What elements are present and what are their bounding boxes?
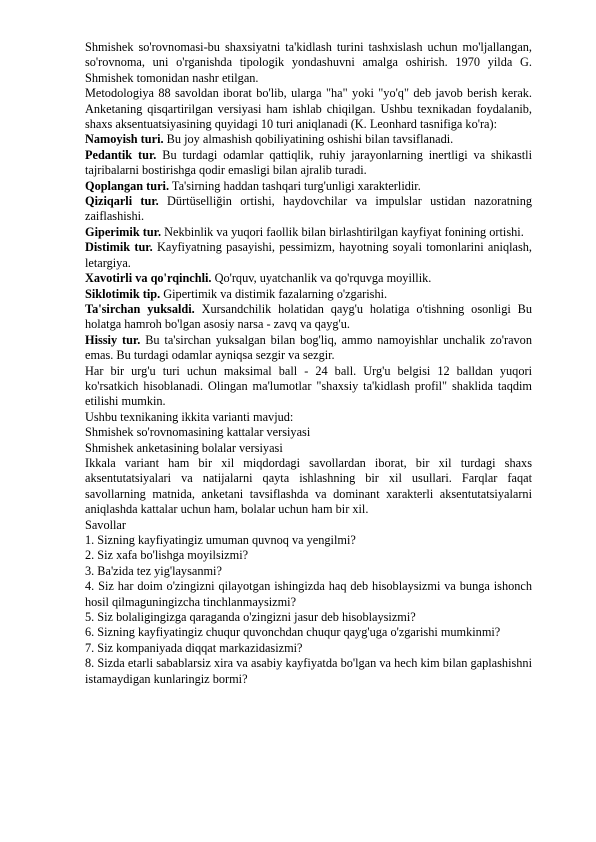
intro-paragraph: Metodologiya 88 savoldan iborat bo'lib, ularga "ha" yoki "yo'q" deb javob berish kerak. Anketaning qisqartirilgan versiyasi ham ishlab chiqilgan. Ushbu texnikadan foydalanib, shaxs aksentuatsiyasining quyidagi 10 turi aniqlanadi (K. Leonhard tasnifiga ko'ra): [85,86,532,132]
type-description: Gipertimik va distimik fazalarning o'zgarishi. [160,286,388,301]
question-item: 8. Sizda etarli sabablarsiz xira va asabiy kayfiyatda bo'lgan va hech kim bilan gaplashishni istamaydigan kunlaringiz bormi? [85,656,532,686]
type-entry [85,302,532,333]
body-paragraph: Shmishek anketasining bolalar versiyasi [85,440,283,455]
type-term: Namoyish turi. [85,132,164,147]
type-description: Dürtüselliğin ortishi, haydovchilar va impulslar ustidan nazoratning zaiflashishi. [85,194,532,224]
type-term: Siklotimik tip. [85,286,161,301]
type-entry [85,179,532,194]
type-term: Giperimik tur. [85,224,162,239]
body-paragraph: Ushbu texnikaning ikkita varianti mavjud: [85,409,294,424]
type-entry [85,148,532,179]
type-entry [85,240,532,271]
type-entry [85,333,532,364]
section-heading: Savollar [85,517,126,532]
type-term: Ta'sirchan yuksaldi. [85,301,195,316]
body-paragraph: Har bir urg'u turi uchun maksimal ball - 24 ball. Urg'u belgisi 12 balldan yuqori ko'rsatkich hisoblanadi. Olingan ma'lumotlar "shaxsiy ta'kidlash profil" shaklida taqdim etilishi mumkin. [85,363,532,409]
type-entry [85,225,532,240]
type-term: Xavotirli va qo'rqinchli. [85,271,212,286]
question-item: 4. Siz har doim o'zingizni qilayotgan ishingizda haq deb hisoblaysizmi va bunga ishonch hosil qilmaguningizcha tinchlanmaysizmi? [85,579,532,609]
type-term: Qoplangan turi. [85,178,170,193]
type-entry [85,287,532,302]
type-term: Pedantik tur. [85,147,157,162]
type-description: Qo'rquv, uyatchanlik va qo'rquvga moyillik. [211,271,432,286]
type-entry [85,271,532,286]
type-term: Qiziqarli tur. [85,194,159,209]
type-entry [85,132,532,147]
type-description: Ta'sirning haddan tashqari turg'unligi xarakterlidir. [169,178,421,193]
type-term: Hissiy tur. [85,332,141,347]
type-description: Bu ta'sirchan yuksalgan bilan bog'liq, ammo namoyishlar unchalik zo'ravon emas. Bu turdagi odamlar ayniqsa sezgir va sezgir. [85,332,532,363]
body-paragraph: Ikkala variant ham bir xil miqdordagi savollardan iborat, bir xil turdagi shaxs aksentutatsiyalari va natijalarni qayta ishlashning bir xil usullari. Farqlar faqat savollarning matnida, anketani tavsiflashda va dominant xarakterli aksentutatsiyalarni aniqlashda kattalar uchun ham, bolalar uchun ham bir xil. [85,455,532,517]
type-description: Bu joy almashish qobiliyatining oshishi bilan tavsiflanadi. [163,132,454,147]
type-description: Nekbinlik va yuqori faollik bilan birlashtirilgan kayfiyat fonining ortishi. [161,224,524,239]
question-item: 5. Siz bolaligingizga qaraganda o'zingizni jasur deb hisoblaysizmi? [85,610,416,625]
type-term: Distimik tur. [85,240,153,255]
type-description: Bu turdagi odamlar qattiqlik, ruhiy jarayonlarning inertligi va shikastli tajribalarni bostirishga qodir emasligi bilan ajralib turadi. [85,147,533,178]
question-item: 1. Sizning kayfiyatingiz umuman quvnoq va yengilmi? [85,533,356,547]
type-entry [85,194,532,225]
question-item: 3. Ba'zida tez yig'laysanmi? [85,563,222,578]
question-item: 6. Sizning kayfiyatingiz chuqur quvonchdan chuqur qayg'uga o'zgarishi mumkinmi? [85,625,501,640]
intro-paragraph: Shmishek so'rovnomasi-bu shaxsiyatni ta'kidlash turini tashxislash uchun mo'ljallangan, so'rovnoma, uni o'rganishda tipologik yondashuvni amalga oshirish. 1970 yilda G. Shmishek tomonidan nashr etilgan. [85,40,532,85]
document-page [85,40,532,687]
type-description: Kayfiyatning pasayishi, pessimizm, hayotning soyali tomonlarini aniqlash, letargiya. [85,240,532,270]
type-description: Xursandchilik holatidan qayg'u holatiga o'tishning osonligi Bu holatga hamroh bo'lgan asosiy narsa - zavq va qayg'u. [85,301,532,332]
body-paragraph: Shmishek so'rovnomasining kattalar versiyasi [85,425,311,440]
question-item: 7. Siz kompaniyada diqqat markazidasizmi? [85,640,303,655]
question-item: 2. Siz xafa bo'lishga moyilsizmi? [85,548,249,563]
